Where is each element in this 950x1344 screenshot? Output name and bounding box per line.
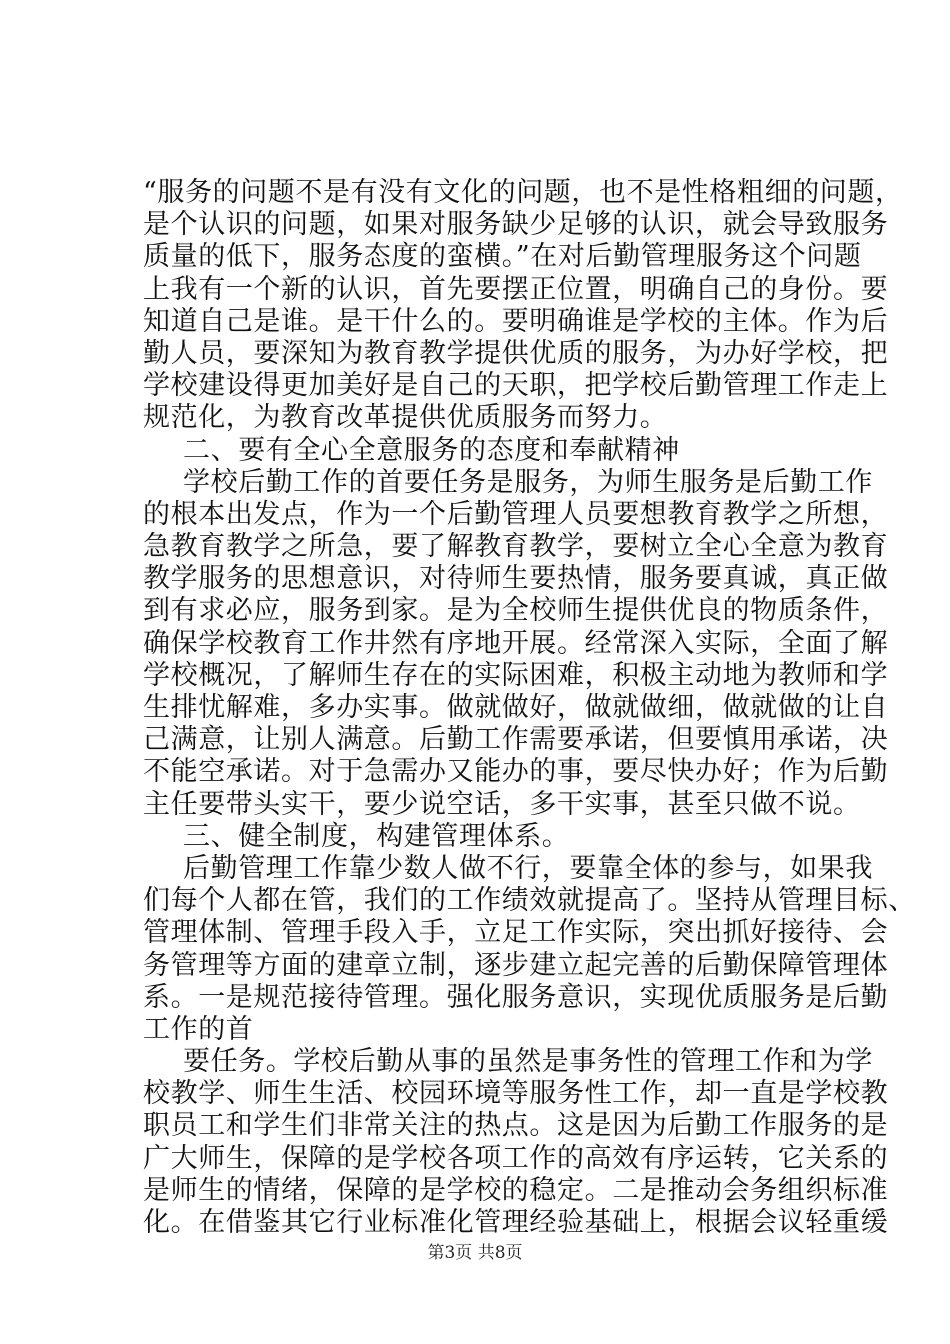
text-line: 质量的低下，服务态度的蛮横。”在对后勤管理服务这个问题 xyxy=(143,241,862,273)
text-line: 学校建设得更加美好是自己的天职，把学校后勤管理工作走上 xyxy=(143,370,889,402)
text-line: 学校后勤工作的首要任务是服务，为师生服务是后勤工作 xyxy=(183,466,873,498)
text-line: 不能空承诺。对于急需办又能办的事，要尽快办好；作为后勤 xyxy=(143,756,889,788)
text-line: 二、要有全心全意服务的态度和奉献精神 xyxy=(183,434,680,466)
text-line: 系。一是规范接待管理。强化服务意识，实现优质服务是后勤 xyxy=(143,981,889,1013)
text-line: 是个认识的问题，如果对服务缺少足够的认识，就会导致服务 xyxy=(143,209,889,241)
text-line: 三、健全制度，构建管理体系。 xyxy=(183,820,570,852)
text-line: 知道自己是谁。是干什么的。要明确谁是学校的主体。作为后 xyxy=(143,305,889,337)
text-line: 教学服务的思想意识，对待师生要热情，服务要真诚，真正做 xyxy=(143,563,889,595)
text-line: 己满意，让别人满意。后勤工作需要承诺，但要慎用承诺，决 xyxy=(143,724,889,756)
text-line: 主任要带头实干，要少说空话，多干实事，甚至只做不说。 xyxy=(143,788,861,820)
text-line: 工作的首 xyxy=(143,1013,254,1045)
text-line: 们每个人都在管，我们的工作绩效就提高了。坚持从管理目标、 xyxy=(143,885,916,917)
text-line: 后勤管理工作靠少数人做不行，要靠全体的参与，如果我 xyxy=(183,852,873,884)
text-line: 到有求必应，服务到家。是为全校师生提供优良的物质条件， xyxy=(143,595,889,627)
text-line: 的根本出发点，作为一个后勤管理人员要想教育教学之所想， xyxy=(143,498,889,530)
text-line: 广大师生，保障的是学校各项工作的高效有序运转，它关系的 xyxy=(143,1142,889,1174)
text-line: 规范化，为教育改革提供优质服务而努力。 xyxy=(143,402,668,434)
text-line: 学校概况，了解师生存在的实际困难，积极主动地为教师和学 xyxy=(143,659,889,691)
text-line: “服务的问题不是有没有文化的问题，也不是性格粗细的问题， xyxy=(143,177,903,208)
text-line: 职员工和学生们非常关注的热点。这是因为后勤工作服务的是 xyxy=(143,1110,889,1142)
text-line: 急教育教学之所急，要了解教育教学，要树立全心全意为教育 xyxy=(143,531,889,563)
body-text xyxy=(143,177,916,1239)
text-line: 确保学校教育工作井然有序地开展。经常深入实际，全面了解 xyxy=(143,627,889,659)
text-line: 是师生的情绪，保障的是学校的稳定。二是推动会务组织标准 xyxy=(143,1174,889,1206)
text-line: 务管理等方面的建章立制，逐步建立起完善的后勤保障管理体 xyxy=(143,949,889,981)
text-line: 管理体制、管理手段入手，立足工作实际，突出抓好接待、会 xyxy=(143,917,889,949)
text-line: 生排忧解难，多办实事。做就做好，做就做细，做就做的让自 xyxy=(143,692,889,723)
text-line: 校教学、师生生活、校园环境等服务性工作，却一直是学校教 xyxy=(143,1078,889,1110)
text-line: 勤人员，要深知为教育教学提供优质的服务，为办好学校，把 xyxy=(143,337,889,369)
text-line: 要任务。学校后勤从事的虽然是事务性的管理工作和为学 xyxy=(183,1046,873,1078)
page-number-footer: 第3页 共8页 xyxy=(427,1243,523,1263)
text-line: 化。在借鉴其它行业标准化管理经验基础上，根据会议轻重缓 xyxy=(143,1207,889,1238)
text-line: 上我有一个新的认识，首先要摆正位置，明确自己的身份。要 xyxy=(143,273,889,305)
